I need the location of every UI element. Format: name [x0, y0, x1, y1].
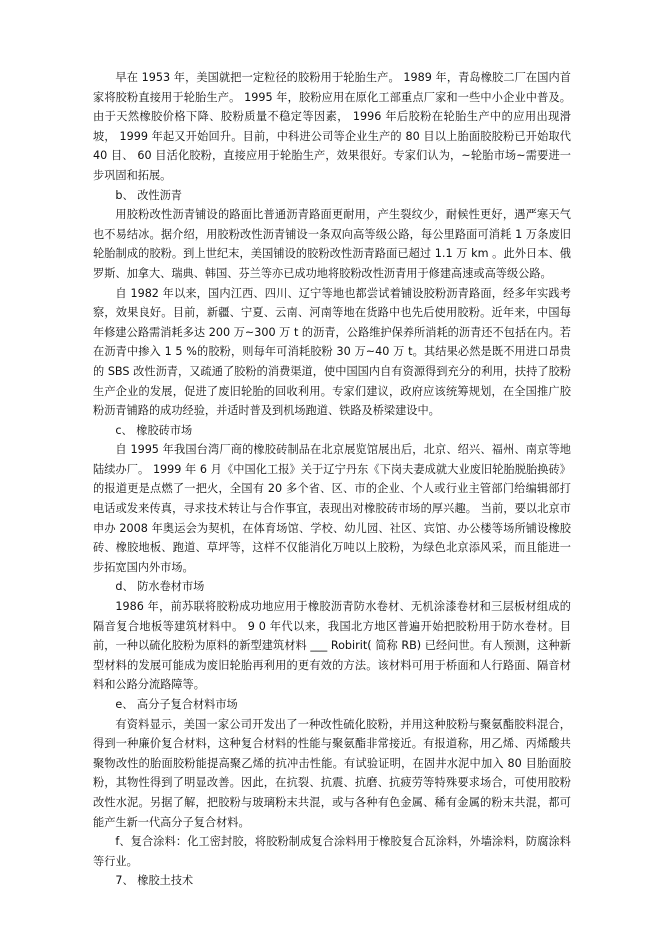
heading-modified-asphalt: b、 改性沥青	[115, 188, 182, 202]
heading-polymer-composite-market: e、 高分子复合材料市场	[115, 698, 238, 711]
heading-rubber-soil-technology: 7、 橡胶土技术	[115, 874, 194, 888]
document-page	[93, 68, 571, 891]
paragraph-asphalt-abroad: 用胶粉改性沥青铺设的路面比普通沥青路面更耐用，产生裂纹少，耐候性更好，遇严寒天气也不易结冰。据介绍，用胶粉改性沥青铺设一条双向高等级公路，每公里路面可消耗 1 万条废旧轮胎制成的胶粉。到上世纪末，美国铺设的胶粉改性沥青路面已超过 1.1 万 km 。此外日本、俄罗斯、加拿大、瑞典、韩国、芬兰等亦已成功地将胶粉改性沥青用于修建高速或高等级公路。	[93, 208, 571, 280]
paragraph-polymer-composite: 有资料显示，美国一家公司开发出了一种改性硫化胶粉，并用这种胶粉与聚氨酯胶料混合，得到一种廉价复合材料，这种复合材料的性能与聚氨酯非常接近。有报道称，用乙烯、丙烯酸共聚物改性的胎面胶粉能提高聚乙烯的抗冲击性能。有试验证明，在固井水泥中加入 80 目胎面胶粉，其物性得到了明显改善。因此，在抗裂、抗震、抗磨、抗疲劳等特殊要求场合，可使用胶粉改性水泥。另据了解，把胶粉与玻璃粉末共混，或与各种有色金属、稀有金属的粉末共混，都可能产生新一代高分子复合材料。	[93, 717, 571, 829]
paragraph-composite-coating: f、复合涂料：化工密封胶，将胶粉制成复合涂料用于橡胶复合瓦涂料，外墙涂料，防腐涂料等行业。	[93, 835, 571, 868]
paragraph-rubber-brick: 自 1995 年我国台湾厂商的橡胶砖制品在北京展览馆展出后，北京、绍兴、福州、南京等地陆续办厂。 1999 年 6 月《中国化工报》关于辽宁丹东《下岗夫妻成就大业废旧轮胎脱胎换砖》的报道更是点燃了一把火，全国有 20 多个省、区、市的企业、个人或行业主管部门给编辑部打电话或发来传真，寻求技术转让与合作事宜，表现出对橡胶砖市场的厚兴趣。 当前，要以北京市申办 2008 年奥运会为契机，在体育场馆、学校、幼儿园、社区、宾馆、办公楼等场所铺设橡胶砖、橡胶地板、跑道、草坪等，这样不仅能消化万吨以上胶粉，为绿色北京添风采，而且能进一步拓宽国内外市场。	[93, 443, 571, 574]
heading-rubber-brick-market: c、 橡胶砖市场	[115, 423, 193, 437]
heading-waterproof-membrane-market: d、 防水卷材市场	[115, 580, 205, 594]
paragraph-tire-production: 早在 1953 年，美国就把一定粒径的胶粉用于轮胎生产。 1989 年，青岛橡胶二厂在国内首家将胶粉直接用于轮胎生产。 1995 年，胶粉应用在原化工部重点厂家和一些中小企业中普及。由于天然橡胶价格下降、胶粉质量不稳定等因素， 1996 年后胶粉在轮胎生产中的应用出现滑坡， 1999 年起又开始回升。目前，中科进公司等企业生产的 80 目以上胎面胶胶粉已开始取代 40 目、 60 目活化胶粉，直接应用于轮胎生产，效果很好。专家们认为，~轮胎市场~需要进一步巩固和拓展。	[93, 71, 571, 182]
paragraph-waterproof-membrane: 1986 年，前苏联将胶粉成功地应用于橡胶沥青防水卷材、无机涂漆卷材和三层板材组成的隔音复合地板等建筑材料中。 9 0 年代以来，我国北方地区普遍开始把胶粉用于防水卷材。目前，一种以硫化胶粉为原料的新型建筑材料 ___ Robirit( 简称 RB) 已经问世。有人预测，这种新型材料的发展可能成为废旧轮胎再利用的更有效的方法。该材料可用于桥面和人行路面、隔音材料和公路分流路障等。	[93, 600, 571, 692]
paragraph-asphalt-china: 自 1982 年以来，国内江西、四川、辽宁等地也都尝试着铺设胶粉沥青路面，经多年实践考察，效果良好。目前，新疆、宁夏、云南、河南等地在货路中也先后使用胶粉。近年来，中国每年修建公路需消耗多达 200 万~300 万 t 的沥青，公路维护保养所消耗的沥青还不包括在内。若在沥青中掺入 1 5 %的胶粉，则每年可消耗胶粉 30 万~40 万 t。其结果必然是既不用进口昂贵的 SBS 改性沥青，又疏通了胶粉的消费渠道，使中国国内自有资源得到充分的利用，扶持了胶粉生产企业的发展，促进了废旧轮胎的回收利用。专家们建议，政府应该统筹规划，在全国推广胶粉沥青铺路的成功经验，并适时普及到机场跑道、铁路及桥梁建设中。	[93, 286, 571, 418]
